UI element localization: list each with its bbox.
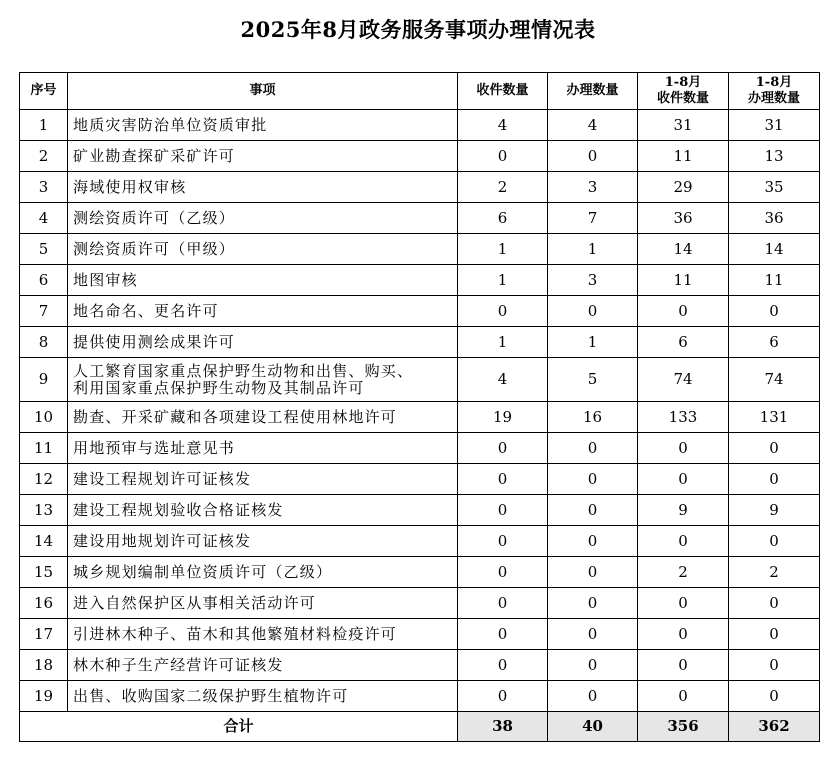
row-received: 2 xyxy=(458,172,548,203)
row-received: 0 xyxy=(458,681,548,712)
table-row xyxy=(20,296,820,327)
row-ytd-received: 2 xyxy=(638,557,729,588)
row-processed: 0 xyxy=(548,619,638,650)
row-ytd-processed: 31 xyxy=(729,110,820,141)
table-row xyxy=(20,234,820,265)
row-ytd-received: 11 xyxy=(638,141,729,172)
row-processed: 4 xyxy=(548,110,638,141)
row-received: 1 xyxy=(458,327,548,358)
row-processed: 3 xyxy=(548,265,638,296)
table-row xyxy=(20,110,820,141)
row-ytd-processed: 2 xyxy=(729,557,820,588)
row-received: 0 xyxy=(458,557,548,588)
total-ytd-processed: 362 xyxy=(729,712,820,742)
row-ytd-processed: 0 xyxy=(729,650,820,681)
row-ytd-received: 133 xyxy=(638,402,729,433)
page-title: 2025年8月政务服务事项办理情况表 xyxy=(240,17,596,42)
table-row xyxy=(20,402,820,433)
table-header-row xyxy=(20,73,820,110)
row-received: 0 xyxy=(458,433,548,464)
row-received: 19 xyxy=(458,402,548,433)
row-ytd-received: 36 xyxy=(638,203,729,234)
row-ytd-processed: 0 xyxy=(729,296,820,327)
row-item: 地质灾害防治单位资质审批 xyxy=(68,110,458,141)
row-index: 18 xyxy=(20,650,68,681)
row-ytd-processed: 9 xyxy=(729,495,820,526)
table-row xyxy=(20,141,820,172)
header-ytd-processed xyxy=(729,73,820,110)
row-ytd-processed: 74 xyxy=(729,358,820,402)
row-index: 19 xyxy=(20,681,68,712)
row-item: 用地预审与选址意见书 xyxy=(68,433,458,464)
row-index: 14 xyxy=(20,526,68,557)
row-ytd-received: 74 xyxy=(638,358,729,402)
row-received: 0 xyxy=(458,141,548,172)
row-processed: 7 xyxy=(548,203,638,234)
table-row xyxy=(20,495,820,526)
row-item: 建设工程规划许可证核发 xyxy=(68,464,458,495)
row-received: 4 xyxy=(458,110,548,141)
row-processed: 0 xyxy=(548,588,638,619)
row-processed: 16 xyxy=(548,402,638,433)
row-processed: 0 xyxy=(548,141,638,172)
row-processed: 0 xyxy=(548,557,638,588)
row-received: 6 xyxy=(458,203,548,234)
row-index: 8 xyxy=(20,327,68,358)
total-processed: 40 xyxy=(548,712,638,742)
row-processed: 0 xyxy=(548,495,638,526)
row-ytd-received: 0 xyxy=(638,681,729,712)
table-row xyxy=(20,464,820,495)
row-ytd-received: 14 xyxy=(638,234,729,265)
row-item: 林木种子生产经营许可证核发 xyxy=(68,650,458,681)
row-ytd-processed: 35 xyxy=(729,172,820,203)
row-received: 0 xyxy=(458,526,548,557)
row-index: 4 xyxy=(20,203,68,234)
row-ytd-processed: 131 xyxy=(729,402,820,433)
row-item: 建设工程规划验收合格证核发 xyxy=(68,495,458,526)
row-processed: 3 xyxy=(548,172,638,203)
row-processed: 1 xyxy=(548,234,638,265)
row-item: 矿业勘查探矿采矿许可 xyxy=(68,141,458,172)
row-index: 17 xyxy=(20,619,68,650)
row-ytd-received: 29 xyxy=(638,172,729,203)
header-ytd-processed-label: 办理数量 xyxy=(747,91,800,106)
row-ytd-received: 6 xyxy=(638,327,729,358)
table-row xyxy=(20,619,820,650)
row-index: 7 xyxy=(20,296,68,327)
total-received: 38 xyxy=(458,712,548,742)
header-ytd-received-label: 收件数量 xyxy=(656,91,709,106)
row-index: 1 xyxy=(20,110,68,141)
row-ytd-received: 11 xyxy=(638,265,729,296)
header-item: 事项 xyxy=(68,73,458,110)
row-received: 1 xyxy=(458,234,548,265)
row-item: 测绘资质许可（乙级） xyxy=(68,203,458,234)
row-item: 城乡规划编制单位资质许可（乙级） xyxy=(68,557,458,588)
table-row xyxy=(20,557,820,588)
row-processed: 0 xyxy=(548,650,638,681)
row-item: 出售、收购国家二级保护野生植物许可 xyxy=(68,681,458,712)
header-ytd-processed-period: 1-8月 xyxy=(755,75,793,90)
row-processed: 0 xyxy=(548,464,638,495)
table-row xyxy=(20,203,820,234)
header-ytd-received xyxy=(638,73,729,110)
row-index: 2 xyxy=(20,141,68,172)
table-row xyxy=(20,433,820,464)
table-row xyxy=(20,526,820,557)
row-index: 3 xyxy=(20,172,68,203)
row-ytd-processed: 0 xyxy=(729,681,820,712)
row-ytd-received: 0 xyxy=(638,650,729,681)
row-item: 地名命名、更名许可 xyxy=(68,296,458,327)
table-row xyxy=(20,358,820,402)
row-index: 16 xyxy=(20,588,68,619)
row-ytd-processed: 6 xyxy=(729,327,820,358)
row-received: 0 xyxy=(458,650,548,681)
row-ytd-processed: 36 xyxy=(729,203,820,234)
row-received: 0 xyxy=(458,588,548,619)
row-ytd-processed: 0 xyxy=(729,619,820,650)
row-ytd-received: 0 xyxy=(638,588,729,619)
row-index: 9 xyxy=(20,358,68,402)
row-item: 勘查、开采矿藏和各项建设工程使用林地许可 xyxy=(68,402,458,433)
table-row xyxy=(20,172,820,203)
row-index: 11 xyxy=(20,433,68,464)
row-index: 12 xyxy=(20,464,68,495)
row-item: 地图审核 xyxy=(68,265,458,296)
total-label: 合计 xyxy=(20,712,458,742)
row-processed: 1 xyxy=(548,327,638,358)
row-received: 1 xyxy=(458,265,548,296)
table-row xyxy=(20,681,820,712)
row-processed: 0 xyxy=(548,681,638,712)
header-processed: 办理数量 xyxy=(548,73,638,110)
row-ytd-processed: 0 xyxy=(729,433,820,464)
row-item xyxy=(68,358,458,402)
row-index: 5 xyxy=(20,234,68,265)
row-ytd-received: 0 xyxy=(638,526,729,557)
row-received: 0 xyxy=(458,464,548,495)
row-received: 4 xyxy=(458,358,548,402)
row-item: 海域使用权审核 xyxy=(68,172,458,203)
header-index: 序号 xyxy=(20,73,68,110)
row-item: 建设用地规划许可证核发 xyxy=(68,526,458,557)
row-item-line: 人工繁育国家重点保护野生动物和出售、购买、 xyxy=(73,361,414,380)
table-row xyxy=(20,588,820,619)
row-ytd-processed: 0 xyxy=(729,464,820,495)
row-ytd-processed: 0 xyxy=(729,588,820,619)
row-ytd-received: 0 xyxy=(638,433,729,464)
row-received: 0 xyxy=(458,296,548,327)
header-ytd-received-period: 1-8月 xyxy=(664,75,702,90)
row-received: 0 xyxy=(458,619,548,650)
row-processed: 5 xyxy=(548,358,638,402)
row-ytd-received: 9 xyxy=(638,495,729,526)
row-ytd-received: 31 xyxy=(638,110,729,141)
row-ytd-processed: 11 xyxy=(729,265,820,296)
row-processed: 0 xyxy=(548,296,638,327)
table-row xyxy=(20,650,820,681)
service-items-table xyxy=(19,72,820,742)
row-processed: 0 xyxy=(548,526,638,557)
row-item: 提供使用测绘成果许可 xyxy=(68,327,458,358)
table-row xyxy=(20,327,820,358)
row-index: 6 xyxy=(20,265,68,296)
row-index: 13 xyxy=(20,495,68,526)
row-processed: 0 xyxy=(548,433,638,464)
row-item: 引进林木种子、苗木和其他繁殖材料检疫许可 xyxy=(68,619,458,650)
row-received: 0 xyxy=(458,495,548,526)
total-ytd-received: 356 xyxy=(638,712,729,742)
row-ytd-processed: 0 xyxy=(729,526,820,557)
row-index: 15 xyxy=(20,557,68,588)
row-ytd-processed: 14 xyxy=(729,234,820,265)
row-item-line: 利用国家重点保护野生动物及其制品许可 xyxy=(73,378,365,397)
row-ytd-received: 0 xyxy=(638,464,729,495)
row-item: 进入自然保护区从事相关活动许可 xyxy=(68,588,458,619)
row-index: 10 xyxy=(20,402,68,433)
row-ytd-processed: 13 xyxy=(729,141,820,172)
row-item: 测绘资质许可（甲级） xyxy=(68,234,458,265)
row-ytd-received: 0 xyxy=(638,619,729,650)
table-row xyxy=(20,265,820,296)
header-received: 收件数量 xyxy=(458,73,548,110)
total-row xyxy=(20,712,820,742)
row-ytd-received: 0 xyxy=(638,296,729,327)
